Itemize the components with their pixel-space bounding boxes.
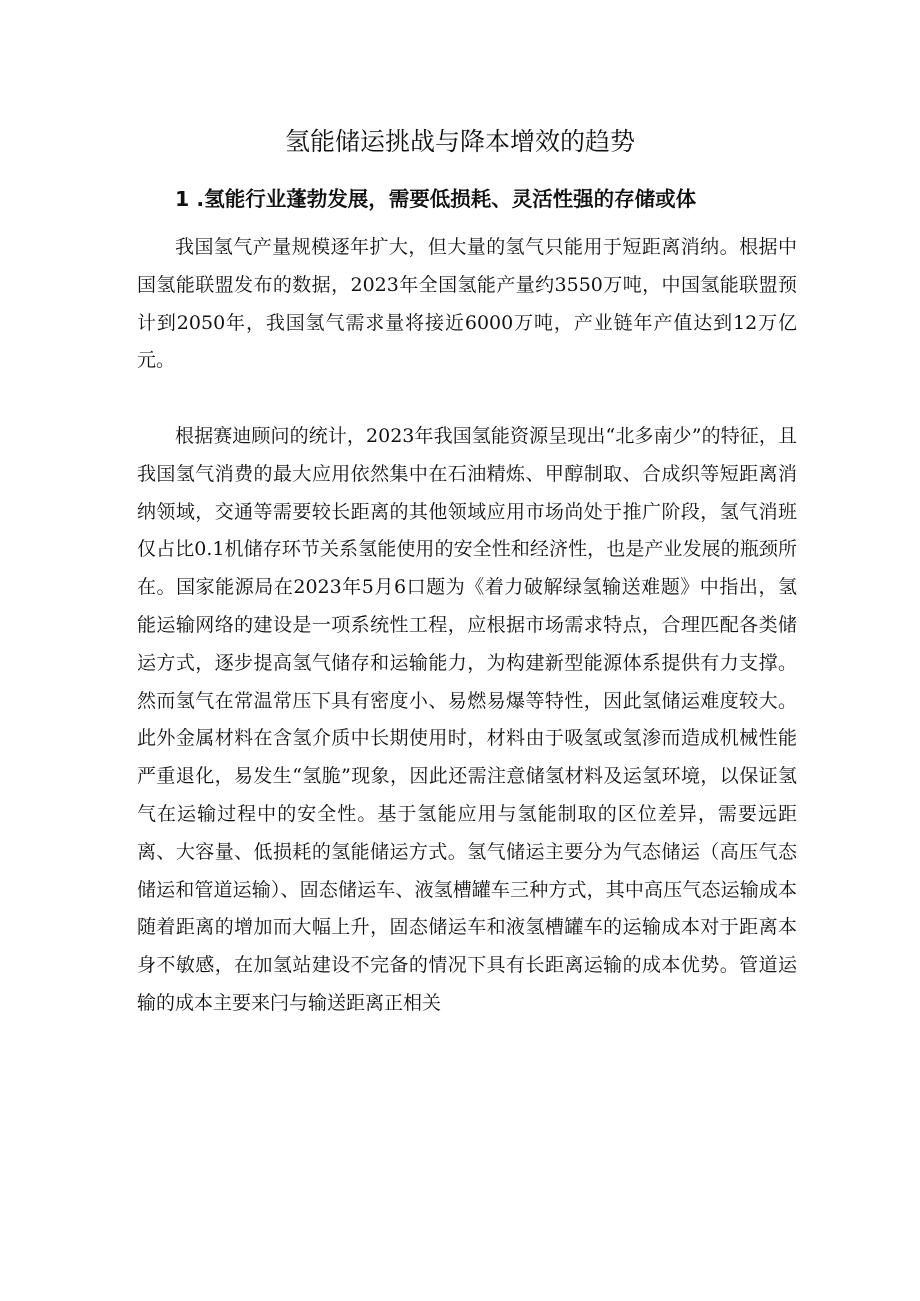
paragraph-1: 我国氢气产量规模逐年扩大，但大量的氢气只能用于短距离消纳。根据中国氢能联盟发布的数据，2023年全国氢能产量约3550万吨，中国氢能联盟预计到2050年，我国氢气需求量将接近6000万吨，产业链年产值达到12万亿元。 xyxy=(137,236,797,372)
paragraph-2: 根据赛迪顾问的统计，2023年我国氢能资源呈现出“北多南少”的特征，且我国氢气消费的最大应用依然集中在石油精炼、甲醇制取、合成织等短距离消纳领域，交通等需要较长距离的其他领域应用市场尚处于推广阶段，氢气消班仅占比0.1机储存环节关系氢能使用的安全性和经济性，也是产业发展的瓶颈所在。国家能源局在2023年5月6口题为《着力破解绿氢输送难题》中指出，氢能运输网络的建设是一项系统性工程，应根据市场需求特点，合理匹配各类储运方式，逐步提高氢气储存和运输能力，为构建新型能源体系提供有力支撑。然而氢气在常温常压下具有密度小、易燃易爆等特性，因此氢储运难度较大。此外金属材料在含氢介质中长期使用时，材料由于吸氢或氢渗而造成机械性能严重退化，易发生“氢脆”现象，因此还需注意储氢材料及运氢环境，以保证氢气在运输过程中的安全性。基于氢能应用与氢能制取的区位差异，需要远距离、大容量、低损耗的氢能储运方式。氢气储运主要分为气态储运（高压气态储运和管道运输）、固态储运车、液氢槽罐车三种方式，其中高压气态运输成本随着距离的增加而大幅上升，固态储运车和液氢槽罐车的运输成本对于距离本身不敏感，在加氢站建设不完备的情况下具有长距离运输的成本优势。管道运输的成本主要来闩与输送距离正相关 xyxy=(137,425,797,1014)
document-title: 氢能储运挑战与降本增效的趋势 xyxy=(284,127,635,156)
section-heading: 1 .氢能行业蓬勃发展，需要低损耗、灵活性强的存储或体 xyxy=(175,187,697,211)
